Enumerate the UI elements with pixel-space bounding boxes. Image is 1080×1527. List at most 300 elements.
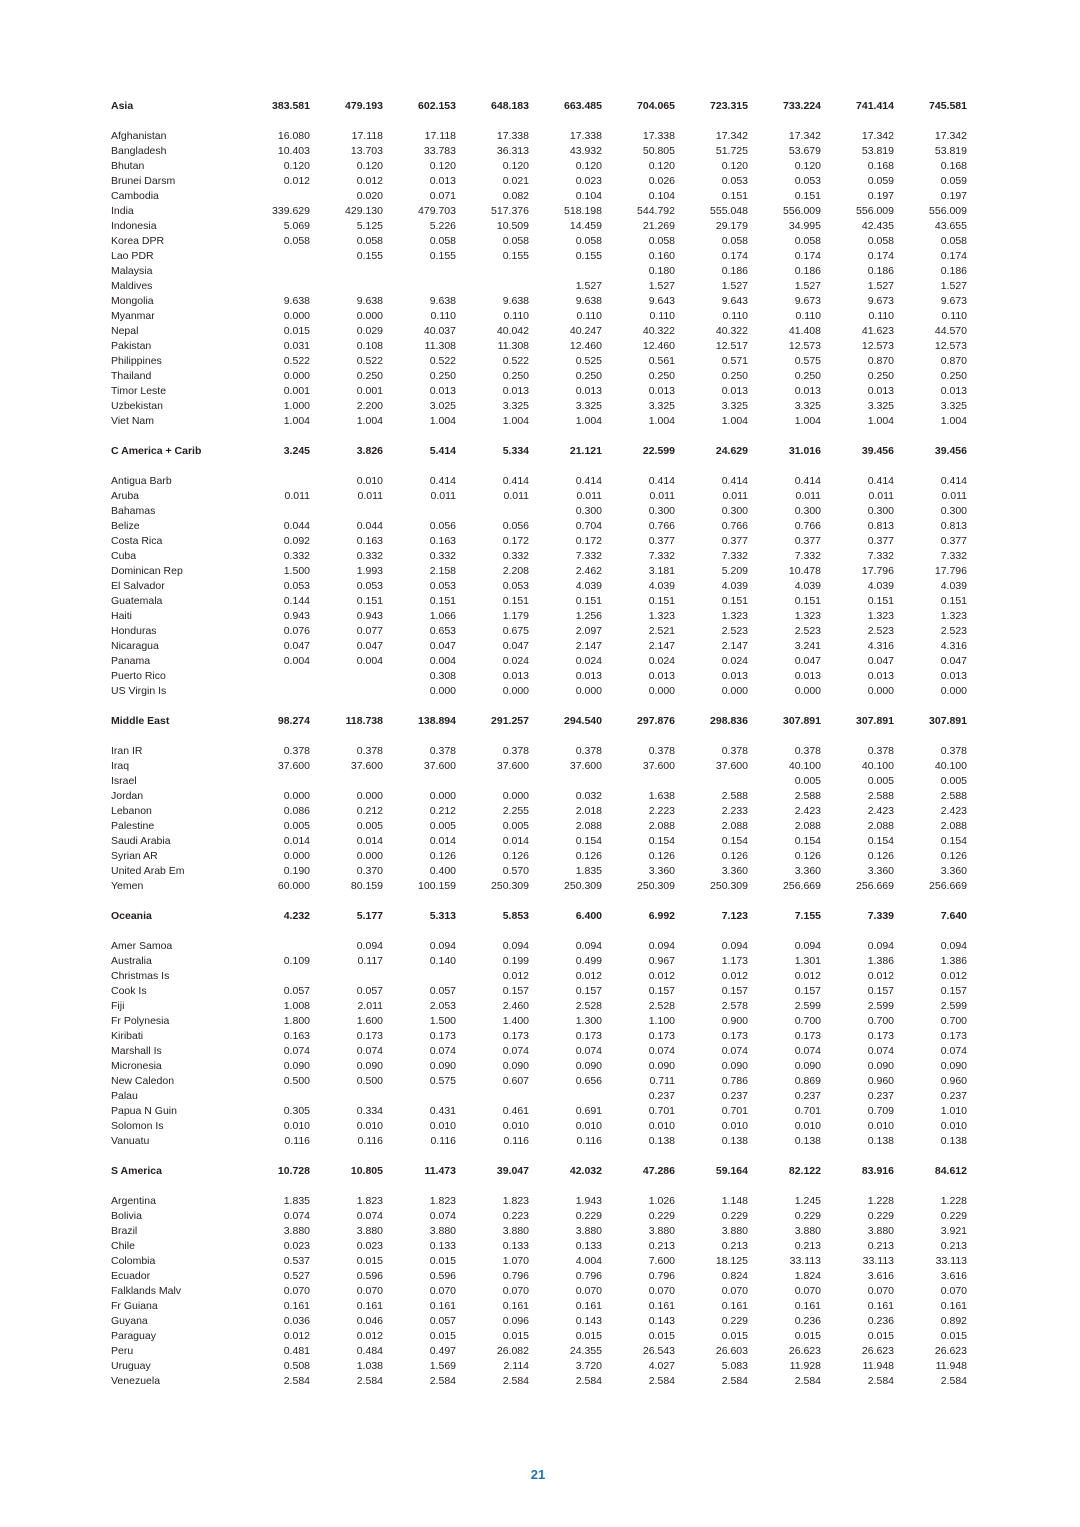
country-value: 2.588 — [721, 790, 748, 802]
country-value: 0.013 — [794, 670, 821, 682]
region-total-value: 307.891 — [856, 715, 894, 727]
country-value: 11.308 — [424, 340, 456, 352]
country-value: 0.414 — [575, 475, 602, 487]
country-value: 0.053 — [283, 580, 310, 592]
country-value: 0.414 — [648, 475, 675, 487]
country-value: 0.090 — [867, 1060, 894, 1072]
country-value: 0.000 — [940, 685, 967, 697]
country-name: Costa Rica — [111, 535, 163, 547]
country-value: 0.070 — [429, 1285, 456, 1297]
country-value: 0.010 — [867, 1120, 894, 1132]
country-value: 0.012 — [502, 970, 529, 982]
region-total-value: 297.876 — [637, 715, 675, 727]
country-value: 9.638 — [283, 295, 310, 307]
country-value: 0.000 — [356, 790, 383, 802]
country-value: 0.213 — [648, 1240, 675, 1252]
country-value: 0.086 — [283, 805, 310, 817]
country-name: US Virgin Is — [111, 685, 167, 697]
country-value: 429.130 — [345, 205, 383, 217]
country-value: 0.014 — [502, 835, 529, 847]
country-value: 0.151 — [940, 595, 967, 607]
country-name: Venezuela — [111, 1375, 161, 1387]
country-value: 0.378 — [940, 745, 967, 757]
country-value: 0.180 — [648, 265, 675, 277]
country-value: 3.880 — [794, 1225, 821, 1237]
country-value: 0.229 — [721, 1210, 748, 1222]
country-name: Australia — [111, 955, 152, 967]
country-name: Fr Guiana — [111, 1300, 158, 1312]
country-row — [111, 1104, 967, 1119]
country-name: Bangladesh — [111, 145, 167, 157]
country-value: 0.013 — [502, 385, 529, 397]
country-name: Honduras — [111, 625, 157, 637]
country-row — [111, 204, 967, 219]
country-value: 0.059 — [867, 175, 894, 187]
country-value: 2.584 — [283, 1375, 310, 1387]
country-value: 0.104 — [575, 190, 602, 202]
country-value: 0.237 — [940, 1090, 967, 1102]
country-value: 0.094 — [794, 940, 821, 952]
country-value: 0.012 — [940, 970, 967, 982]
region-total-value: 3.245 — [283, 445, 310, 457]
country-value: 0.500 — [283, 1075, 310, 1087]
country-value: 0.497 — [429, 1345, 456, 1357]
country-value: 0.010 — [356, 1120, 383, 1132]
country-value: 2.523 — [867, 625, 894, 637]
country-value: 1.173 — [721, 955, 748, 967]
country-name: Christmas Is — [111, 970, 170, 982]
country-value: 5.125 — [356, 220, 383, 232]
country-value: 26.623 — [861, 1345, 894, 1357]
country-value: 7.332 — [575, 550, 602, 562]
country-value: 0.813 — [867, 520, 894, 532]
country-row — [111, 984, 967, 999]
country-row — [111, 159, 967, 174]
country-value: 0.173 — [356, 1030, 383, 1042]
region-total-value: 7.155 — [794, 910, 821, 922]
country-value: 0.796 — [575, 1270, 602, 1282]
country-value: 1.004 — [356, 415, 383, 427]
country-name: Syrian AR — [111, 850, 158, 862]
country-value: 0.499 — [575, 955, 602, 967]
country-value: 0.053 — [721, 175, 748, 187]
country-row — [111, 819, 967, 834]
country-value — [456, 1089, 529, 1104]
country-value: 0.300 — [648, 505, 675, 517]
country-value: 4.004 — [575, 1255, 602, 1267]
country-value: 2.147 — [648, 640, 675, 652]
country-value: 9.638 — [575, 295, 602, 307]
country-value: 50.805 — [642, 145, 675, 157]
region-total-value: 602.153 — [418, 100, 456, 112]
country-value: 0.332 — [502, 550, 529, 562]
country-value: 0.704 — [575, 520, 602, 532]
country-name: Maldives — [111, 280, 153, 292]
country-row — [111, 1044, 967, 1059]
country-value: 0.126 — [575, 850, 602, 862]
country-value: 0.154 — [648, 835, 675, 847]
country-value: 29.179 — [715, 220, 748, 232]
country-name: Iran IR — [111, 745, 143, 757]
country-value: 53.679 — [788, 145, 821, 157]
region-total-value: 704.065 — [637, 100, 675, 112]
country-value: 2.528 — [648, 1000, 675, 1012]
country-value: 0.461 — [502, 1105, 529, 1117]
country-value: 0.000 — [283, 370, 310, 382]
country-value: 2.523 — [794, 625, 821, 637]
country-value: 0.057 — [283, 985, 310, 997]
country-value: 339.629 — [272, 205, 310, 217]
country-value: 14.459 — [569, 220, 602, 232]
country-value: 0.161 — [794, 1300, 821, 1312]
country-value: 0.155 — [356, 250, 383, 262]
country-value: 2.588 — [867, 790, 894, 802]
country-value: 0.116 — [284, 1135, 310, 1147]
country-name: Afghanistan — [111, 130, 167, 142]
country-row — [111, 564, 967, 579]
country-value: 0.090 — [721, 1060, 748, 1072]
country-value: 2.523 — [940, 625, 967, 637]
country-value: 0.377 — [648, 535, 675, 547]
region-total-value: 39.047 — [496, 1165, 529, 1177]
country-value: 0.013 — [429, 385, 456, 397]
country-value: 0.010 — [356, 475, 383, 487]
country-value: 0.074 — [794, 1045, 821, 1057]
country-value: 0.229 — [867, 1210, 894, 1222]
country-value: 0.151 — [575, 595, 602, 607]
country-value: 0.172 — [575, 535, 602, 547]
country-value: 0.090 — [940, 1060, 967, 1072]
country-value: 1.527 — [794, 280, 821, 292]
country-value: 0.074 — [429, 1045, 456, 1057]
country-value: 0.414 — [429, 475, 456, 487]
country-value: 0.120 — [575, 160, 602, 172]
country-value: 0.237 — [867, 1090, 894, 1102]
country-value: 40.100 — [934, 760, 967, 772]
country-value — [237, 264, 310, 279]
country-name: El Salvador — [111, 580, 165, 592]
country-value: 2.200 — [356, 400, 383, 412]
country-value: 0.300 — [721, 505, 748, 517]
country-value: 1.000 — [283, 400, 310, 412]
country-value: 0.116 — [503, 1135, 529, 1147]
country-value: 0.561 — [648, 355, 675, 367]
country-value: 0.138 — [867, 1135, 894, 1147]
country-value: 0.005 — [283, 820, 310, 832]
country-name: Cook Is — [111, 985, 147, 997]
country-value: 0.213 — [940, 1240, 967, 1252]
region-total-value: 294.540 — [564, 715, 602, 727]
country-name: Pakistan — [111, 340, 152, 352]
country-value: 0.070 — [721, 1285, 748, 1297]
country-value: 0.163 — [356, 535, 383, 547]
country-value — [237, 774, 310, 789]
country-value: 0.168 — [867, 160, 894, 172]
country-row — [111, 279, 967, 294]
country-value: 0.076 — [283, 625, 310, 637]
spacer — [111, 729, 967, 744]
country-value — [675, 774, 748, 789]
country-value: 0.250 — [940, 370, 967, 382]
region-total-row — [111, 1164, 967, 1179]
country-row — [111, 1344, 967, 1359]
country-value: 17.338 — [496, 130, 529, 142]
country-value: 1.070 — [502, 1255, 529, 1267]
country-name: Fr Polynesia — [111, 1015, 170, 1027]
country-value: 0.015 — [794, 1330, 821, 1342]
country-value: 0.154 — [721, 835, 748, 847]
country-value: 13.703 — [350, 145, 383, 157]
country-value: 0.237 — [721, 1090, 748, 1102]
country-value: 0.173 — [429, 1030, 456, 1042]
country-value: 0.250 — [356, 370, 383, 382]
region-total-value: 22.599 — [642, 445, 675, 457]
country-value: 3.880 — [575, 1225, 602, 1237]
country-value — [237, 939, 310, 954]
country-value: 0.250 — [867, 370, 894, 382]
region-total-value: 7.339 — [867, 910, 894, 922]
country-value: 2.088 — [867, 820, 894, 832]
country-value: 17.338 — [569, 130, 602, 142]
country-row — [111, 1299, 967, 1314]
country-value: 1.943 — [575, 1195, 602, 1207]
country-value: 250.309 — [710, 880, 748, 892]
country-name: Mongolia — [111, 295, 154, 307]
country-value: 518.198 — [564, 205, 602, 217]
region-total-value: 5.334 — [502, 445, 529, 457]
country-value: 0.522 — [429, 355, 456, 367]
country-value: 1.004 — [648, 415, 675, 427]
country-value: 0.015 — [575, 1330, 602, 1342]
country-value: 0.378 — [429, 745, 456, 757]
region-name: Asia — [111, 100, 134, 112]
country-value: 12.573 — [861, 340, 894, 352]
country-name: Indonesia — [111, 220, 157, 232]
country-value: 4.039 — [867, 580, 894, 592]
country-value: 100.159 — [418, 880, 456, 892]
country-value: 0.012 — [356, 1330, 383, 1342]
country-value: 0.173 — [648, 1030, 675, 1042]
country-value: 0.766 — [794, 520, 821, 532]
country-value: 0.378 — [356, 745, 383, 757]
country-value: 250.309 — [564, 880, 602, 892]
country-name: Cuba — [111, 550, 137, 562]
country-value: 0.110 — [868, 310, 894, 322]
country-value: 0.571 — [721, 355, 748, 367]
country-value: 33.783 — [423, 145, 456, 157]
country-value: 2.584 — [575, 1375, 602, 1387]
country-value: 40.100 — [788, 760, 821, 772]
country-value: 0.074 — [502, 1045, 529, 1057]
country-value: 0.163 — [283, 1030, 310, 1042]
country-value: 0.110 — [430, 310, 456, 322]
region-total-value: 31.016 — [788, 445, 821, 457]
country-value: 1.004 — [283, 415, 310, 427]
country-name: Uruguay — [111, 1360, 151, 1372]
country-value: 3.025 — [429, 400, 456, 412]
country-value: 0.011 — [795, 490, 821, 502]
country-value: 0.157 — [648, 985, 675, 997]
country-value: 0.157 — [575, 985, 602, 997]
country-value: 0.143 — [575, 1315, 602, 1327]
region-total-row — [111, 909, 967, 924]
country-value: 1.228 — [940, 1195, 967, 1207]
country-value — [529, 264, 602, 279]
country-value: 0.151 — [502, 595, 529, 607]
country-value: 3.921 — [940, 1225, 967, 1237]
region-total-value: 745.581 — [929, 100, 967, 112]
country-value: 0.015 — [721, 1330, 748, 1342]
country-value: 26.623 — [788, 1345, 821, 1357]
country-value: 0.015 — [867, 1330, 894, 1342]
country-value: 0.090 — [575, 1060, 602, 1072]
region-total-value: 83.916 — [861, 1165, 894, 1177]
country-row — [111, 1254, 967, 1269]
country-value: 2.584 — [648, 1375, 675, 1387]
region-total-value: 741.414 — [856, 100, 894, 112]
country-value: 0.607 — [502, 1075, 529, 1087]
country-value: 1.527 — [940, 280, 967, 292]
country-value: 0.094 — [867, 940, 894, 952]
country-value: 10.509 — [496, 220, 529, 232]
country-value: 1.100 — [648, 1015, 675, 1027]
country-value: 0.300 — [940, 505, 967, 517]
country-value: 0.000 — [283, 850, 310, 862]
country-value: 0.012 — [283, 175, 310, 187]
country-value: 43.655 — [934, 220, 967, 232]
country-value: 0.044 — [356, 520, 383, 532]
country-row — [111, 999, 967, 1014]
country-value: 12.460 — [642, 340, 675, 352]
country-value: 0.229 — [794, 1210, 821, 1222]
country-value: 1.228 — [867, 1195, 894, 1207]
country-value — [237, 684, 310, 699]
country-row — [111, 189, 967, 204]
country-row — [111, 414, 967, 429]
country-row — [111, 1359, 967, 1374]
country-value: 0.026 — [648, 175, 675, 187]
country-value: 0.090 — [648, 1060, 675, 1072]
country-value: 0.010 — [575, 1120, 602, 1132]
country-value: 0.126 — [429, 850, 456, 862]
region-total-row — [111, 99, 967, 114]
region-total-value: 5.853 — [502, 910, 529, 922]
country-row — [111, 504, 967, 519]
country-value: 0.197 — [940, 190, 967, 202]
country-value: 0.116 — [576, 1135, 602, 1147]
country-value: 0.173 — [940, 1030, 967, 1042]
country-value: 3.616 — [867, 1270, 894, 1282]
country-value: 0.056 — [502, 520, 529, 532]
region-total-value: 663.485 — [564, 100, 602, 112]
country-value: 0.029 — [356, 325, 383, 337]
country-value: 0.967 — [648, 955, 675, 967]
country-value: 0.090 — [283, 1060, 310, 1072]
country-value: 0.691 — [575, 1105, 602, 1117]
country-value: 0.011 — [722, 490, 748, 502]
region-total-value: 47.286 — [642, 1165, 675, 1177]
country-value: 0.013 — [575, 670, 602, 682]
country-value: 3.880 — [429, 1225, 456, 1237]
country-value: 0.053 — [429, 580, 456, 592]
country-row — [111, 879, 967, 894]
country-value: 0.701 — [648, 1105, 675, 1117]
country-value: 0.157 — [940, 985, 967, 997]
country-value: 17.118 — [424, 130, 456, 142]
region-total-value: 11.473 — [424, 1165, 456, 1177]
country-row — [111, 144, 967, 159]
country-value: 0.174 — [940, 250, 967, 262]
country-value: 0.213 — [794, 1240, 821, 1252]
country-value: 0.377 — [867, 535, 894, 547]
country-value: 0.892 — [940, 1315, 967, 1327]
region-name: Middle East — [111, 715, 170, 727]
country-value: 0.161 — [356, 1300, 383, 1312]
country-value: 256.669 — [856, 880, 894, 892]
country-value — [383, 264, 456, 279]
country-value: 0.047 — [429, 640, 456, 652]
country-value — [529, 1089, 602, 1104]
region-total-value: 5.313 — [429, 910, 456, 922]
region-total-value: 307.891 — [783, 715, 821, 727]
country-value: 0.120 — [283, 160, 310, 172]
country-row — [111, 744, 967, 759]
country-value: 0.151 — [721, 595, 748, 607]
country-value: 0.377 — [940, 535, 967, 547]
country-value: 1.823 — [502, 1195, 529, 1207]
region-total-value: 5.414 — [429, 445, 456, 457]
country-value: 0.154 — [794, 835, 821, 847]
country-value: 17.796 — [934, 565, 967, 577]
country-value: 60.000 — [277, 880, 310, 892]
country-name: Bolivia — [111, 1210, 142, 1222]
country-value: 0.250 — [648, 370, 675, 382]
country-value — [383, 1089, 456, 1104]
country-row — [111, 804, 967, 819]
country-value: 37.600 — [277, 760, 310, 772]
country-value: 42.435 — [861, 220, 894, 232]
country-value — [310, 969, 383, 984]
country-value — [456, 264, 529, 279]
country-value: 80.159 — [350, 880, 383, 892]
country-name: Yemen — [111, 880, 144, 892]
country-value: 0.173 — [721, 1030, 748, 1042]
country-value: 0.155 — [502, 250, 529, 262]
country-value: 0.046 — [356, 1315, 383, 1327]
country-value: 16.080 — [277, 130, 310, 142]
country-value: 0.104 — [648, 190, 675, 202]
country-value: 0.057 — [429, 985, 456, 997]
country-value: 0.047 — [502, 640, 529, 652]
country-value: 0.005 — [502, 820, 529, 832]
country-value: 0.414 — [794, 475, 821, 487]
country-value: 3.360 — [940, 865, 967, 877]
country-value: 0.024 — [575, 655, 602, 667]
country-value: 0.074 — [867, 1045, 894, 1057]
country-row — [111, 1194, 967, 1209]
country-value: 0.223 — [502, 1210, 529, 1222]
country-value: 2.578 — [721, 1000, 748, 1012]
country-value: 2.588 — [794, 790, 821, 802]
country-value: 0.036 — [283, 1315, 310, 1327]
country-value: 0.154 — [940, 835, 967, 847]
country-value: 0.000 — [502, 790, 529, 802]
country-value — [237, 279, 310, 294]
country-value: 1.386 — [940, 955, 967, 967]
country-value: 0.094 — [648, 940, 675, 952]
country-value: 9.638 — [502, 295, 529, 307]
country-value: 0.212 — [356, 805, 383, 817]
